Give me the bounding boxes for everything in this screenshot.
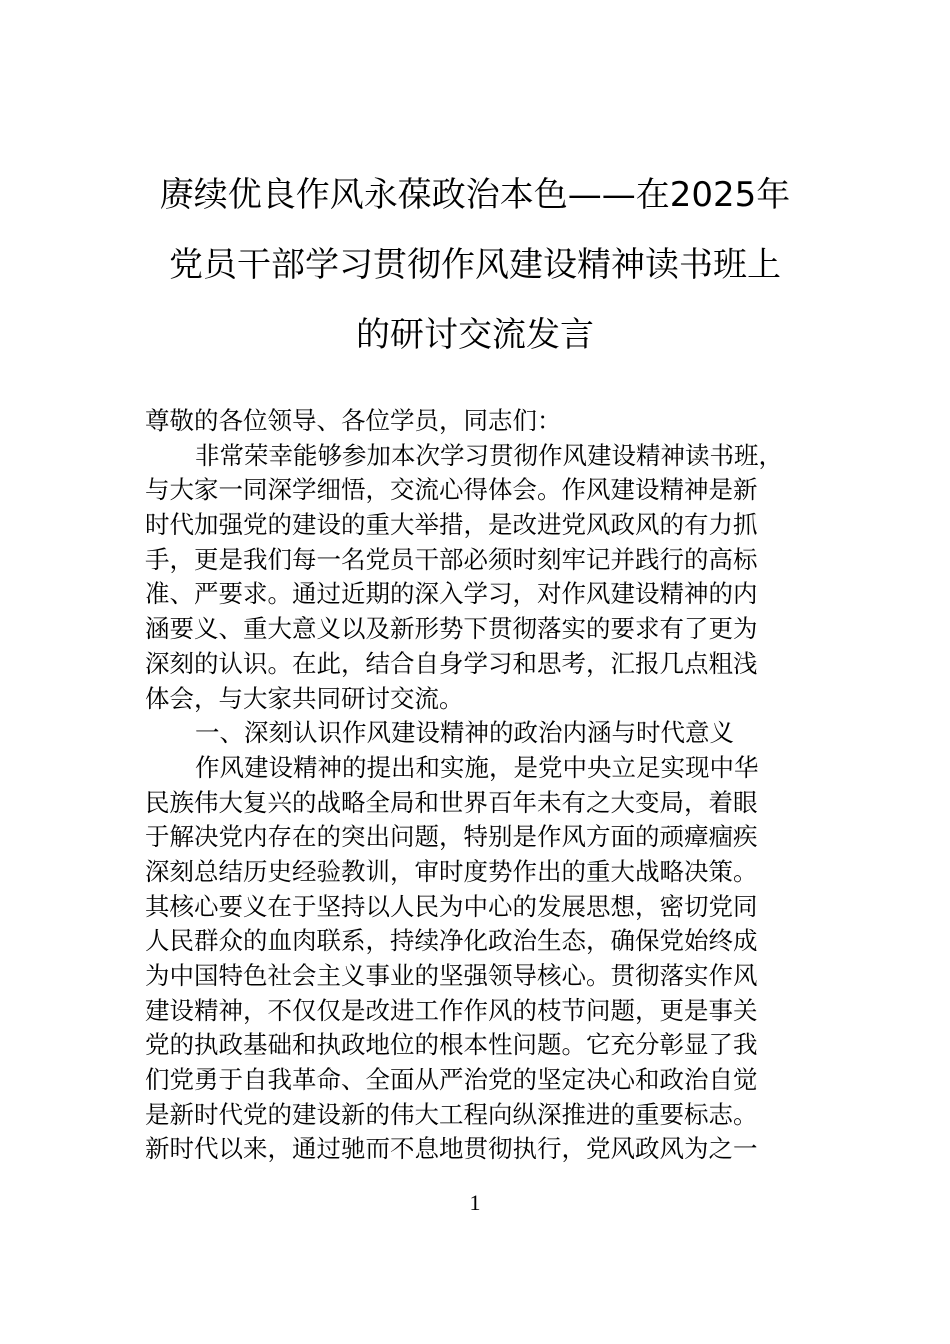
body-text-line: 作风建设精神的提出和实施，是党中央立足实现中华: [195, 752, 759, 782]
body-text-line: 其核心要义在于坚持以人民为中心的发展思想，密切党同: [145, 891, 758, 921]
body-text-line: 人民群众的血肉联系，持续净化政治生态，确保党始终成: [145, 926, 758, 956]
body-text-line: 新时代以来，通过驰而不息地贯彻执行，党风政风为之一: [145, 1134, 758, 1164]
body-text-line: 深刻的认识。在此，结合自身学习和思考，汇报几点粗浅: [145, 648, 758, 678]
body-text-line: 尊敬的各位领导、各位学员，同志们：: [145, 406, 562, 435]
title-line: 的研讨交流发言: [356, 315, 594, 355]
document-title: [0, 160, 950, 370]
body-text-line: 时代加强党的建设的重大举措，是改进党风政风的有力抓: [145, 510, 758, 540]
body-text-line: 一、深刻认识作风建设精神的政治内涵与时代意义: [195, 718, 734, 748]
title-line: 赓续优良作风永葆政治本色——在2025年: [159, 175, 791, 215]
body-text-line: 为中国特色社会主义事业的坚强领导核心。贯彻落实作风: [145, 961, 758, 990]
body-text-line: 与大家一同深学细悟，交流心得体会。作风建设精神是新: [145, 475, 758, 505]
body-text-line: 体会，与大家共同研讨交流。: [145, 683, 464, 713]
body-text-line: 手，更是我们每一名党员干部必须时刻牢记并践行的高标: [145, 544, 758, 574]
body-text-line: 涵要义、重大意义以及新形势下贯彻落实的要求有了更为: [145, 614, 758, 644]
body-text-line: 深刻总结历史经验教训，审时度势作出的重大战略决策。: [145, 856, 758, 886]
body-text-line: 于解决党内存在的突出问题，特别是作风方面的顽瘴痼疾: [145, 822, 758, 852]
document-body: [145, 404, 835, 1167]
body-text-line: 非常荣幸能够参加本次学习贯彻作风建设精神读书班，: [195, 440, 783, 470]
body-text-line: 建设精神，不仅仅是改进工作作风的枝节问题，更是事关: [145, 995, 758, 1025]
body-text-line: 民族伟大复兴的战略全局和世界百年未有之大变局，着眼: [145, 787, 758, 817]
body-text-line: 们党勇于自我革命、全面从严治党的坚定决心和政治自觉: [145, 1065, 758, 1095]
page-number: 1: [469, 1190, 481, 1215]
body-text-line: 党的执政基础和执政地位的根本性问题。它充分彰显了我: [145, 1030, 758, 1060]
title-line: 党员干部学习贯彻作风建设精神读书班上: [169, 245, 781, 285]
body-text-line: 是新时代党的建设新的伟大工程向纵深推进的重要标志。: [145, 1099, 758, 1129]
body-text-line: 准、严要求。通过近期的深入学习，对作风建设精神的内: [145, 579, 758, 609]
